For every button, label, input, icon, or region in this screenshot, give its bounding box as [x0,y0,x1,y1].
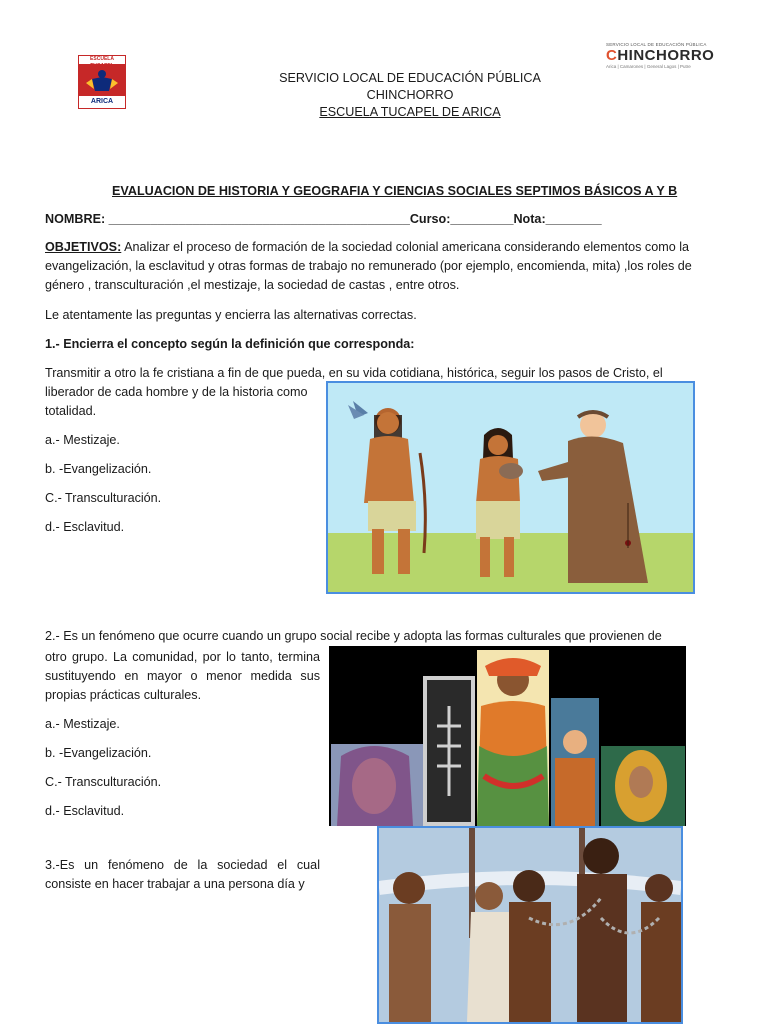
question-2-option-b: b. -Evangelización. [45,746,152,760]
question-1-option-b: b. -Evangelización. [45,462,152,476]
school-logo [78,55,126,109]
chinchorro-logo-rest: HINCHORRO [617,47,715,64]
chinchorro-logo-wordmark [606,47,736,64]
chinchorro-logo-small-text: SERVICIO LOCAL DE EDUCACIÓN PÚBLICA [606,42,707,47]
exam-title: EVALUACION DE HISTORIA Y GEOGRAFIA Y CIENCIAS SOCIALES SEPTIMOS BÁSICOS A Y B [112,184,678,198]
slavery-illustration [377,826,683,1024]
question-1-text-rest: liberador de cada hombre y de la historia como totalidad. [45,385,308,418]
instruction-text: Le atentamente las preguntas y encierra las alternativas correctas. [45,308,417,322]
chinchorro-logo-c: C [606,47,618,64]
school-logo-bottom-text: ARICA [78,95,126,109]
question-2-text-line1: 2.- Es un fenómeno que ocurre cuando un grupo social recibe y adopta las formas culturales que provienen de [45,629,662,643]
question-1-title: 1.- Encierra el concepto según la definición que corresponda: [45,337,415,351]
question-1-option-c: C.- Transculturación. [45,491,162,505]
header-titles [220,70,600,121]
question-1-option-a: a.- Mestizaje. [45,433,120,447]
question-1-option-d: d.- Esclavitud. [45,520,125,534]
question-2-block [45,647,320,821]
chinchorro-logo [606,42,736,72]
question-3-text: 3.-Es un fenómeno de la sociedad el cual consiste en hacer trabajar a una persona día y [45,858,320,891]
school-logo-top-text: ESCUELA [78,55,126,65]
objectives-text: Analizar el proceso de formación de la sociedad colonial americana considerando elementos como la evangelización, la esclavitud y otras formas de trabajo no remunerado (por ejemplo, encomienda, mita) ,los roles de género , transculturación ,el mestizaje, la sociedad de castas , entre otros. [45,240,692,292]
transculturation-collage [329,646,686,826]
school-logo-emblem [78,65,126,95]
question-1-block [45,383,325,537]
question-1-text-line1: Transmitir a otro la fe cristiana a fin de que pueda, en su vida cotidiana, histórica, seguir los pasos de Cristo, el [45,366,663,380]
header-line-2: CHINCHORRO [366,88,454,102]
question-2-option-c: C.- Transculturación. [45,775,162,789]
question-2-option-d: d.- Esclavitud. [45,804,125,818]
chinchorro-logo-subtext: Arica | Camarones | General Lagos | Putre [606,64,691,69]
header-line-1: SERVICIO LOCAL DE EDUCACIÓN PÚBLICA [279,71,541,85]
question-2-text-rest: otro grupo. La comunidad, por lo tanto, termina sustituyendo en mayor o menor medida sus propias prácticas culturales. [45,650,320,702]
question-2-option-a: a.- Mestizaje. [45,717,120,731]
evangelization-illustration [326,381,695,594]
name-course-grade-line: NOMBRE: ___________________________________________Curso:_________Nota:________ [45,212,602,226]
header-line-3: ESCUELA TUCAPEL DE ARICA [319,105,501,119]
objectives-label: OBJETIVOS: [45,240,122,254]
objectives-paragraph [45,238,705,295]
